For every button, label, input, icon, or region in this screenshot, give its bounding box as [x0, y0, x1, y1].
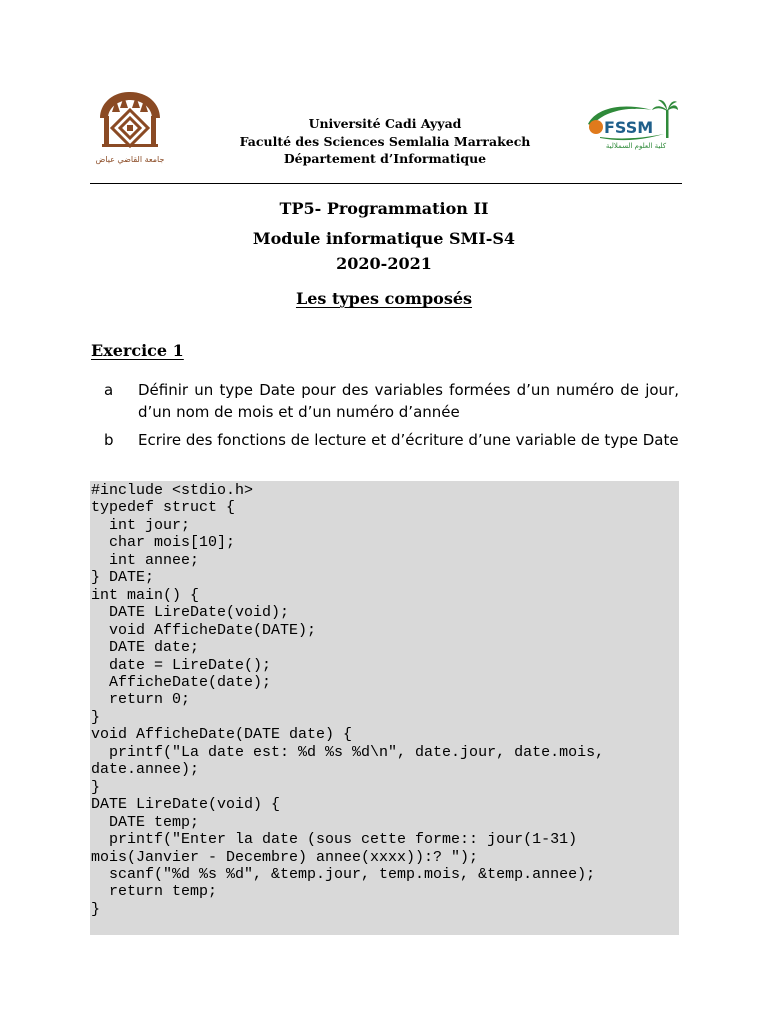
- item-letter: b: [104, 431, 114, 449]
- item-text: Ecrire des fonctions de lecture et d’écriture d’une variable de type Date: [138, 431, 679, 449]
- code-block: [90, 481, 679, 935]
- list-item: [104, 430, 679, 452]
- tp-title: TP5- Programmation II: [279, 199, 489, 218]
- academic-year: 2020-2021: [336, 254, 432, 273]
- faculty-name: Faculté des Sciences Semlalia Marrakech: [239, 133, 531, 149]
- left-logo-caption: جامعة القاضي عياض: [95, 155, 165, 164]
- institution-header: [200, 115, 570, 168]
- department-name: Département d’Informatique: [283, 151, 487, 166]
- code-listing: #include <stdio.h> typedef struct { int jour; char mois[10]; int annee; } DATE; int main() { DATE LireDate(void); void AfficheDate(DATE); DATE date; date = LireDate(); AfficheDate(date); return 0; } void AfficheDate(DATE date) { printf("La date est: %d %s %d\n", date.jour, date.mois, date.annee); } DATE LireDate(void) { DATE temp; printf("Enter la date (sous cette forme:: jour(1-31) mois(Janvier - Decembre) annee(xxxx)):? "); scanf("%d %s %d", &temp.jour, temp.mois, &temp.annee); return temp; }: [91, 482, 605, 918]
- module-title: Module informatique SMI-S4: [252, 229, 516, 248]
- topic-heading-wrap: [0, 289, 768, 308]
- right-logo-caption: كلية العلوم السملالية: [605, 142, 667, 150]
- topic-heading: Les types composés: [295, 289, 473, 308]
- exercise-title: Exercice 1: [91, 341, 184, 360]
- list-item: [104, 380, 679, 423]
- header-divider: [90, 183, 682, 184]
- university-name: Université Cadi Ayyad: [308, 116, 462, 131]
- university-emblem-icon: [94, 86, 166, 168]
- item-text: Définir un type Date pour des variables formées d’un numéro de jour, d’un nom de mois et d’un numéro d’année: [138, 381, 679, 421]
- fssm-logo-icon: [582, 96, 678, 152]
- right-logo-text: FSSM: [604, 118, 654, 137]
- item-letter: a: [104, 381, 114, 399]
